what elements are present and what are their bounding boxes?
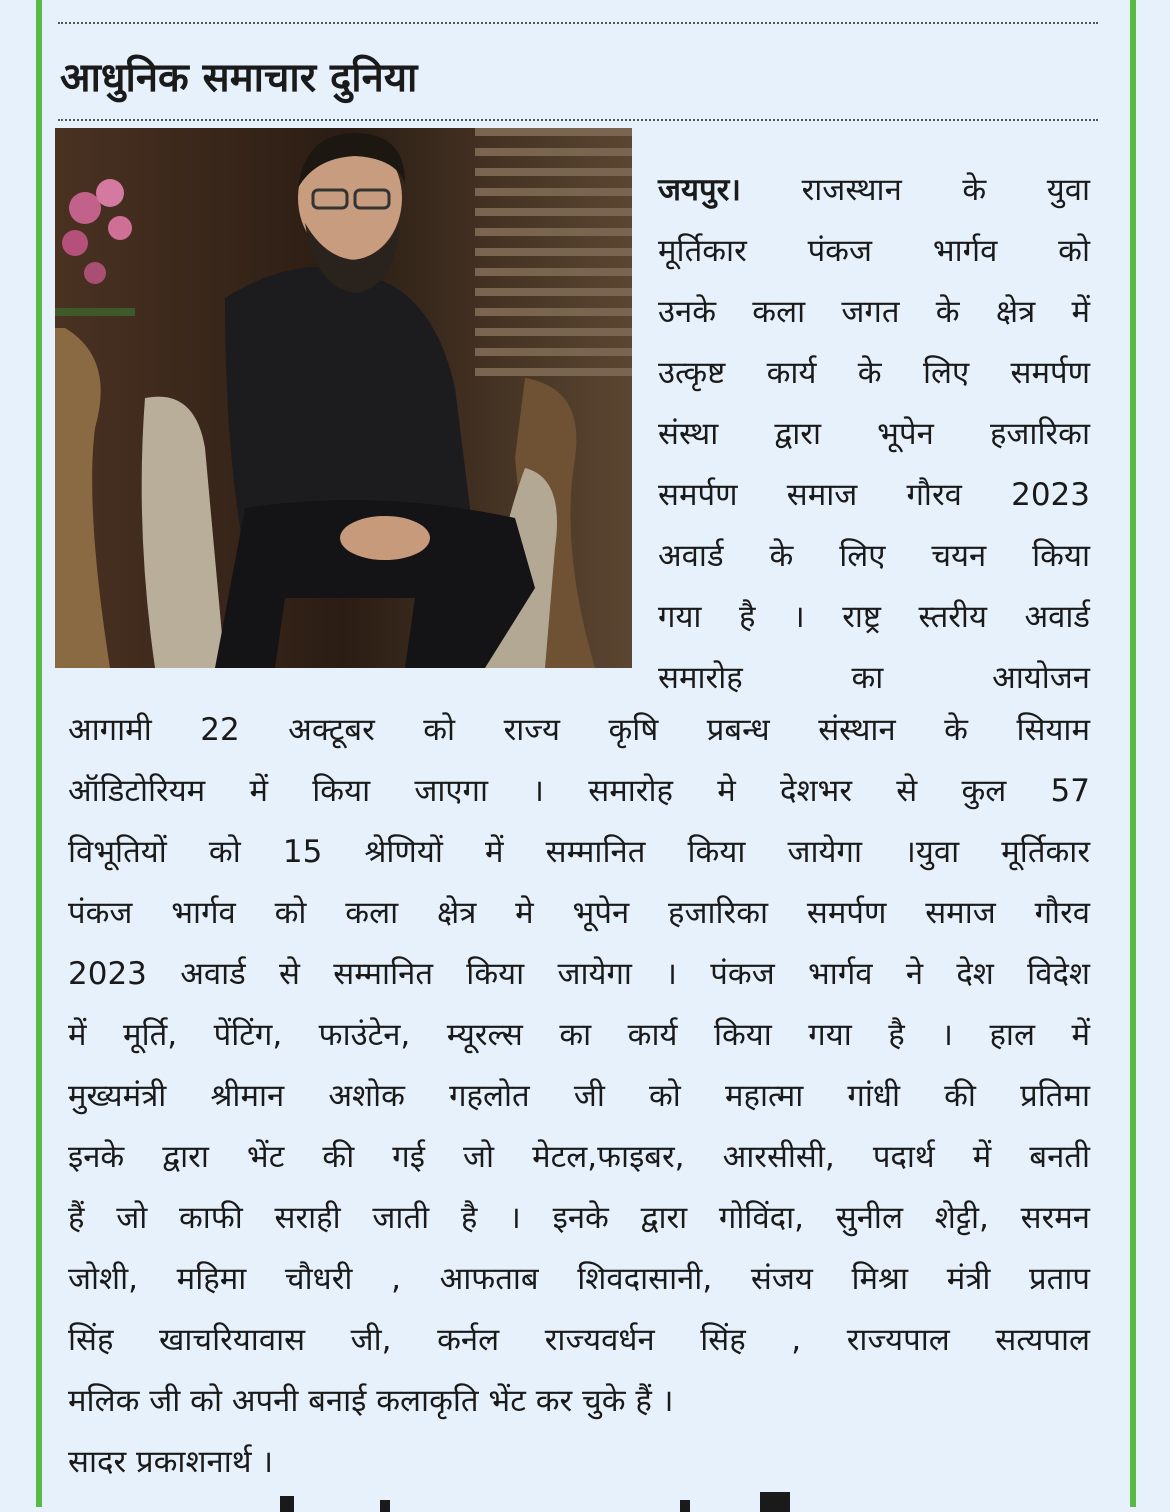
- right-green-border: [1130, 0, 1136, 1507]
- article-body-text: [68, 700, 1090, 1493]
- article-column-line: जयपुर। राजस्थान के युवा: [658, 172, 1090, 208]
- article-column-line: उत्कृष्ट कार्य के लिए समर्पण: [658, 355, 1090, 391]
- article-closing-line: सादर प्रकाशनार्थ ।: [68, 1444, 274, 1480]
- article-line: में मूर्ति, पेंटिंग, फाउंटेन, म्यूरल्स का कार्य किया गया है । हाल में: [68, 1017, 1090, 1053]
- article-column-line: संस्था द्वारा भूपेन हजारिका: [658, 416, 1090, 452]
- article-line: मलिक जी को अपनी बनाई कलाकृति भेंट कर चुके हैं ।: [68, 1383, 674, 1419]
- article-column-line: गया है । राष्ट्र स्तरीय अवार्ड: [658, 599, 1090, 635]
- article-line: जोशी, महिमा चौधरी , आफताब शिवदासानी, संजय मिश्रा मंत्री प्रताप: [68, 1261, 1090, 1297]
- article-column-line: उनके कला जगत के क्षेत्र में: [658, 294, 1090, 330]
- article-line: मुख्यमंत्री श्रीमान अशोक गहलोत जी को महात्मा गांधी की प्रतिमा: [68, 1078, 1090, 1114]
- masthead-dotted-rule: [58, 119, 1098, 121]
- left-green-border: [36, 0, 42, 1507]
- top-dotted-rule: [58, 22, 1098, 24]
- article-column-line: अवार्ड के लिए चयन किया: [658, 538, 1090, 574]
- article-column-text: [658, 160, 1090, 709]
- article-column-line: मूर्तिकार पंकज भार्गव को: [658, 233, 1090, 269]
- article-column-line: समर्पण समाज गौरव 2023: [658, 477, 1090, 513]
- portrait-photo-icon: [55, 128, 632, 668]
- article-line: सिंह खाचरियावास जी, कर्नल राज्यवर्धन सिंह , राज्यपाल सत्यपाल: [68, 1322, 1090, 1358]
- cutoff-next-heading: [260, 1492, 820, 1512]
- dateline: जयपुर।: [658, 172, 742, 208]
- article-line: इनके द्वारा भेंट की गई जो मेटल,फाइबर, आरसीसी, पदार्थ में बनती: [68, 1139, 1090, 1175]
- article-column-line: समारोह का आयोजन: [658, 660, 1090, 696]
- masthead-title: आधुनिक समाचार दुनिया: [60, 55, 418, 101]
- article-line: हैं जो काफी सराही जाती है । इनके द्वारा गोविंदा, सुनील शेट्टी, सरमन: [68, 1200, 1090, 1236]
- article-line: आगामी 22 अक्टूबर को राज्य कृषि प्रबन्ध संस्थान के सियाम: [68, 712, 1090, 748]
- article-line: पंकज भार्गव को कला क्षेत्र मे भूपेन हजारिका समर्पण समाज गौरव: [68, 895, 1090, 931]
- article-line: 2023 अवार्ड से सम्मानित किया जायेगा । पंकज भार्गव ने देश विदेश: [68, 956, 1090, 992]
- article-line: विभूतियों को 15 श्रेणियों में सम्मानित किया जायेगा ।युवा मूर्तिकार: [68, 834, 1090, 870]
- article-line: ऑडिटोरियम में किया जाएगा । समारोह मे देशभर से कुल 57: [68, 773, 1090, 809]
